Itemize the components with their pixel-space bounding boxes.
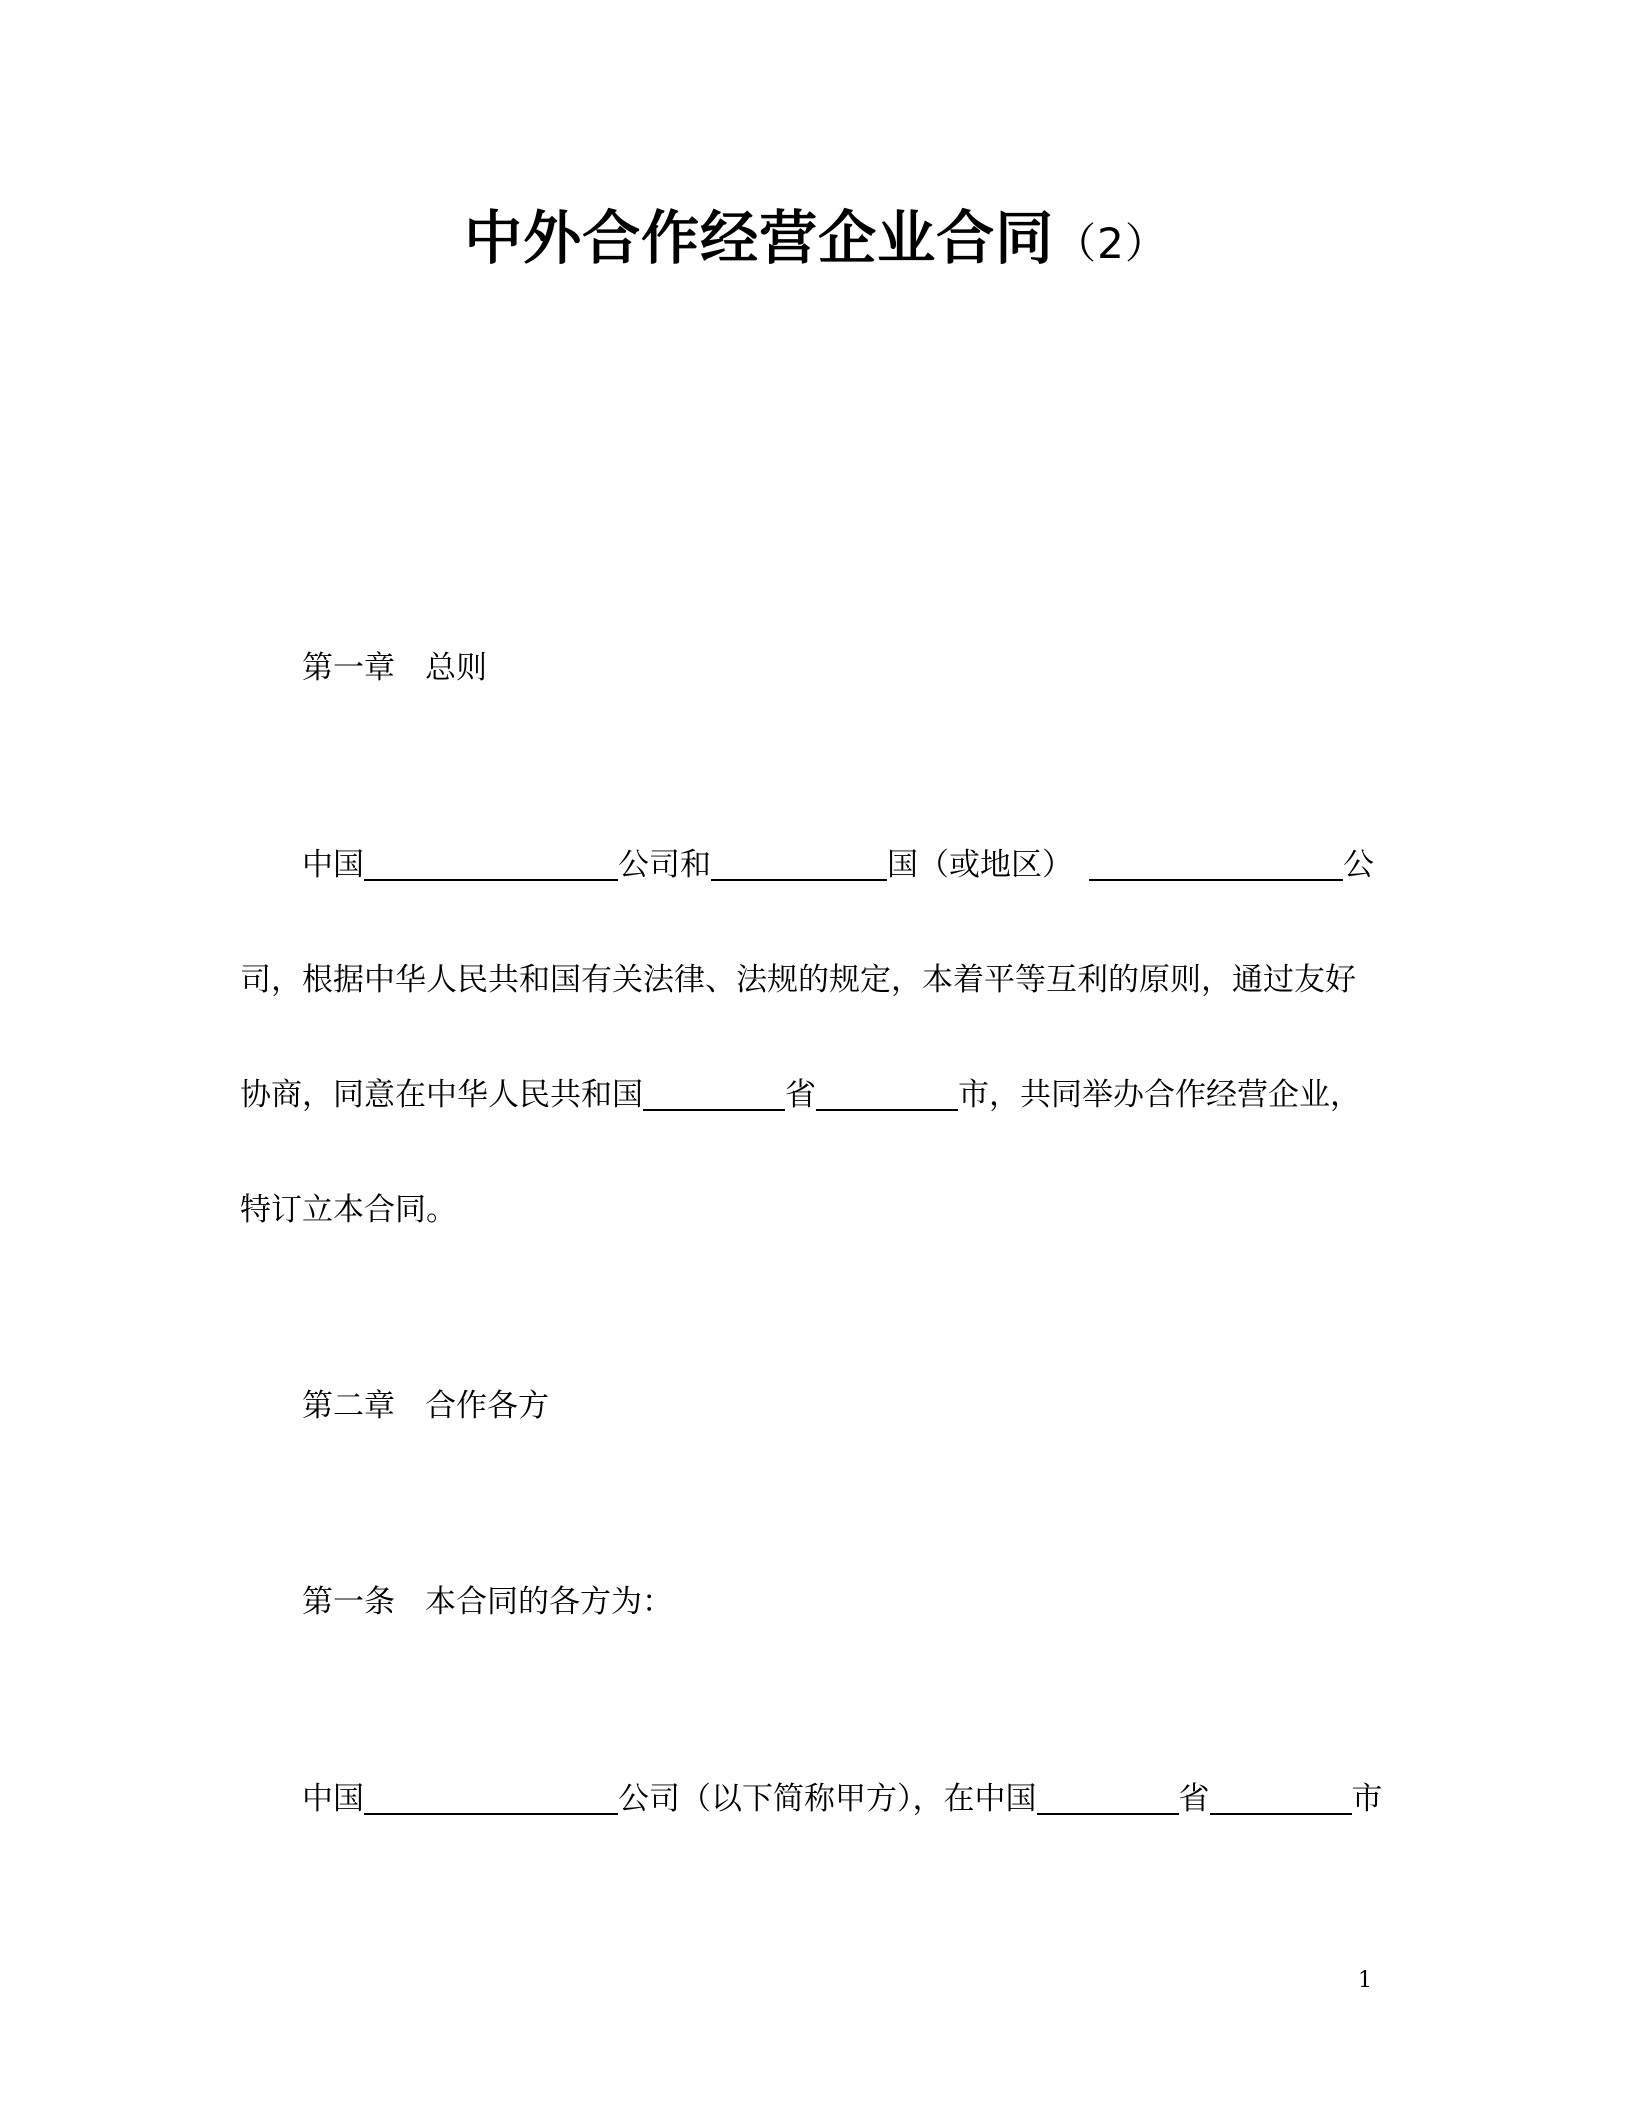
party-a-line (302, 1777, 1383, 1821)
text-segment: 公 (1343, 847, 1374, 883)
chapter1-name: 总则 (425, 650, 487, 686)
chapter2-name: 合作各方 (425, 1388, 549, 1424)
article1-number: 第一条 (302, 1584, 395, 1620)
fill-in-blank (364, 1783, 618, 1815)
preamble-line-3 (240, 1073, 1361, 1117)
text-segment: 中国 (302, 1781, 364, 1817)
article1-text: 本合同的各方为： (425, 1584, 673, 1620)
fill-in-blank (1037, 1783, 1179, 1815)
fill-in-blank (364, 849, 618, 881)
document-title (0, 198, 1632, 284)
text-segment: 协商，同意在中华人民共和国 (240, 1077, 643, 1113)
preamble-line-1 (302, 843, 1374, 887)
fill-in-blank (643, 1079, 785, 1111)
text-segment: 省 (785, 1077, 816, 1113)
fill-in-blank (711, 849, 887, 881)
chapter1-number: 第一章 (302, 650, 395, 686)
chapter2-heading (302, 1384, 549, 1428)
text-segment: 国（或地区） (887, 847, 1073, 883)
title-suffix: （2） (1054, 219, 1168, 268)
chapter2-number: 第二章 (302, 1388, 395, 1424)
title-text: 中外合作经营企业合同 (464, 204, 1055, 272)
text-segment: 公司和 (618, 847, 711, 883)
page-number: 1 (1358, 1968, 1372, 1993)
text-segment: 市，共同举办合作经营企业， (958, 1077, 1361, 1113)
fill-in-blank (1089, 849, 1343, 881)
fill-in-blank (1210, 1783, 1352, 1815)
text-segment: 中国 (302, 847, 364, 883)
fill-in-blank (816, 1079, 958, 1111)
preamble-line-2: 司，根据中华人民共和国有关法律、法规的规定，本着平等互利的原则，通过友好 (240, 962, 1356, 998)
chapter1-heading (302, 646, 487, 690)
preamble-line-4: 特订立本合同。 (240, 1192, 457, 1228)
text-segment: 省 (1178, 1781, 1210, 1817)
text-segment: 市 (1351, 1781, 1383, 1817)
text-segment: 公司（以下简称甲方），在中国 (618, 1781, 1037, 1817)
article1-heading (302, 1580, 673, 1624)
